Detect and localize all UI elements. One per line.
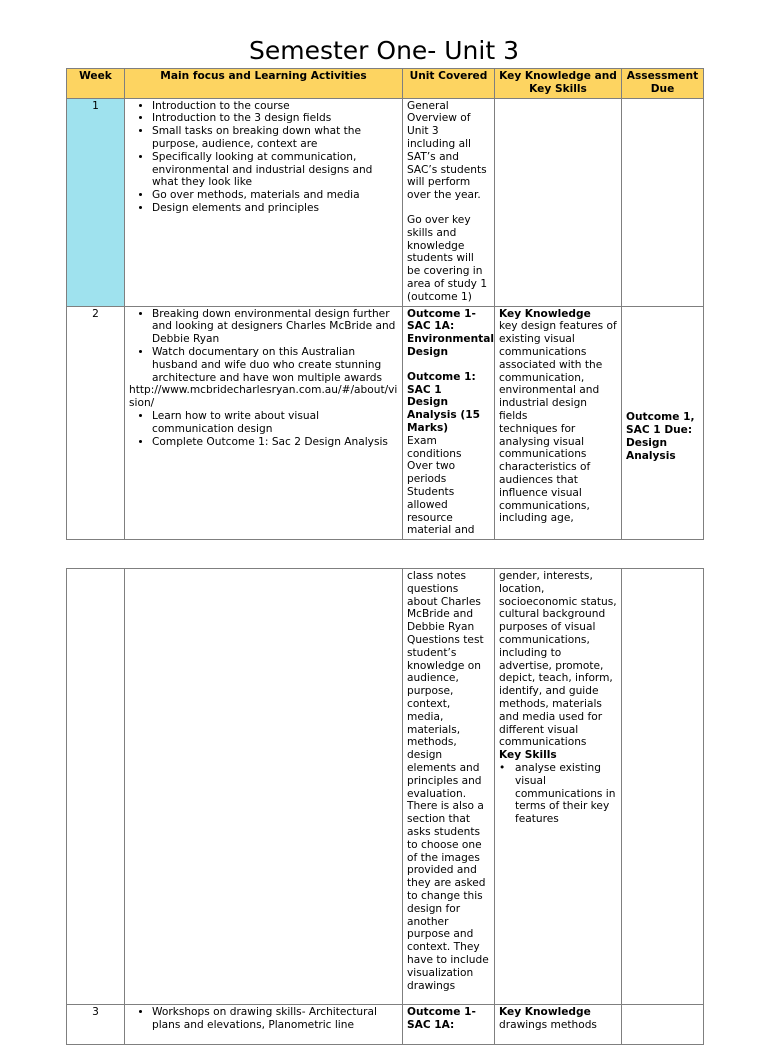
week-number [67, 569, 125, 1005]
outcome-heading: Outcome 1- SAC 1A: Environmental Design [407, 307, 494, 358]
list-item: • analyse existing visual communications in terms of their key features [515, 762, 617, 826]
table-row [67, 1005, 704, 1045]
list-item: • Introduction to the 3 design fields [152, 112, 398, 125]
knowledge-heading: Key Knowledge [499, 307, 591, 320]
week-number: 1 [67, 98, 125, 306]
list-item: • Complete Outcome 1: Sac 2 Design Analysis [152, 436, 398, 449]
list-item: • Small tasks on breaking down what the purpose, audience, context are [152, 125, 398, 151]
week-number: 2 [67, 306, 125, 540]
outcome-heading: Outcome 1: SAC 1 Design Analysis (15 Marks) [407, 370, 480, 434]
unit-text: Over two periods [407, 460, 456, 486]
list-item: • Design elements and principles [152, 202, 398, 215]
knowledge-item: drawings methods [499, 1018, 597, 1031]
knowledge-item: key design features of existing visual communications associated with the communication, environmental and industrial design fields [499, 320, 617, 422]
knowledge-item: characteristics of audiences that influence visual communications, including age, [499, 461, 591, 525]
knowledge-cell [495, 306, 622, 540]
activities-cell [125, 1005, 403, 1045]
activities-cell [125, 306, 403, 540]
table-row [67, 569, 704, 1005]
outcome-heading: Outcome 1- SAC 1A: [407, 1006, 476, 1031]
assessment-cell [622, 569, 704, 1005]
list-item: • Workshops on drawing skills- Architectural plans and elevations, Planometric line [152, 1006, 398, 1032]
list-item: • Introduction to the course [152, 100, 398, 113]
unit-text: class notes questions about Charles McBride and Debbie Ryan [407, 570, 481, 634]
knowledge-item: purposes of visual communications, including to advertise, promote, depict, teach, inform, identify, and guide [499, 621, 613, 698]
list-item: • Go over methods, materials and media [152, 189, 398, 202]
knowledge-cell [495, 569, 622, 1005]
knowledge-item: techniques for analysing visual communications [499, 422, 587, 461]
assessment-cell [622, 1005, 704, 1045]
assessment-due: Outcome 1, SAC 1 Due: Design Analysis [626, 411, 695, 462]
document-title: Semester One- Unit 3 [248, 36, 520, 65]
header-assessment: Assessment Due [622, 69, 704, 99]
header-week: Week [67, 69, 125, 99]
unit-cell [403, 569, 495, 1005]
list-item: • Watch documentary on this Australian husband and wife duo who create stunning architecture and have won multiple awards [152, 346, 398, 384]
list-item: • Specifically looking at communication, environmental and industrial designs and what they look like [152, 151, 398, 189]
assessment-cell [622, 306, 704, 540]
unit-text: There is also a section that asks students to choose one of the images provided and they are asked to change this design for another purpose and context. They have to include visualization drawings [407, 800, 489, 992]
unit-plan-table [66, 68, 704, 540]
knowledge-cell [495, 98, 622, 306]
assessment-cell [622, 98, 704, 306]
knowledge-cell [495, 1005, 622, 1045]
table-row [67, 306, 704, 540]
knowledge-item: methods, materials and media used for different visual communications [499, 697, 603, 749]
knowledge-heading: Key Knowledge [499, 1006, 591, 1018]
unit-text: Students allowed resource material and [407, 485, 475, 537]
unit-text: General Overview of Unit 3 including all SAT’s and SAC’s students will perform over the year. [407, 99, 487, 202]
week-number: 3 [67, 1005, 125, 1045]
unit-cell [403, 306, 495, 540]
activities-cell [125, 98, 403, 306]
unit-text: Questions test student’s knowledge on audience, purpose, context, media, materials, methods, design elements and principles and evaluation. [407, 633, 484, 800]
unit-plan-table-continued [66, 568, 704, 1045]
unit-cell [403, 1005, 495, 1045]
skills-heading: Key Skills [499, 749, 557, 762]
header-unit: Unit Covered [403, 69, 495, 99]
activities-cell [125, 569, 403, 1005]
header-row [67, 69, 704, 99]
list-item: • Learn how to write about visual communication design [152, 410, 398, 436]
unit-cell [403, 98, 495, 306]
table-row [67, 98, 704, 306]
header-knowledge: Key Knowledge and Key Skills [495, 69, 622, 99]
list-item: • Breaking down environmental design further and looking at designers Charles McBride and Debbie Ryan [152, 308, 398, 346]
unit-text: Exam conditions [407, 434, 462, 460]
unit-text: Go over key skills and knowledge students will be covering in area of study 1 (outcome 1) [407, 213, 488, 303]
header-focus: Main focus and Learning Activities [125, 69, 403, 99]
website-url: http://www.mcbridecharlesryan.com.au/#/about/vision/ [129, 384, 398, 410]
knowledge-item: gender, interests, location, socioeconomic status, cultural background [499, 570, 617, 621]
